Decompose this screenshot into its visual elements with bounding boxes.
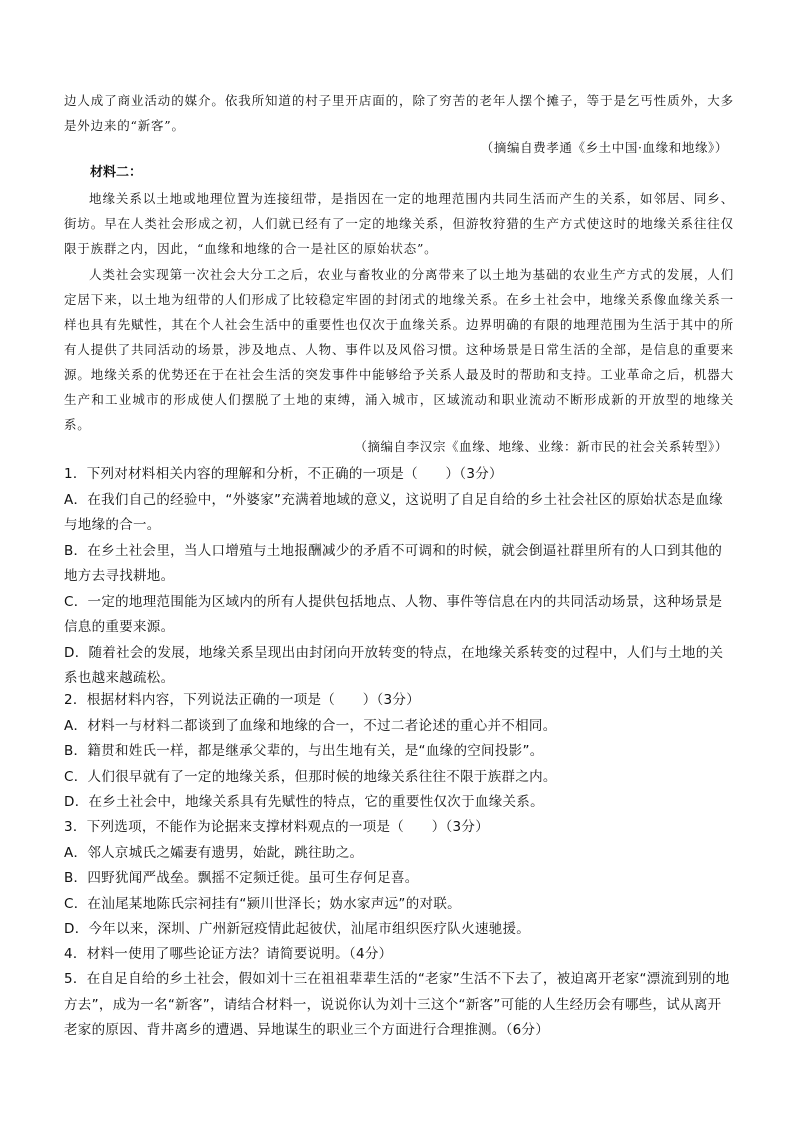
question-4-stem: 4．材料一使用了哪些论证方法？请简要说明。（4分）	[64, 946, 393, 962]
question-3-stem: 3．下列选项，不能作为论据来支撑材料观点的一项是（ ）（3分）	[64, 819, 490, 835]
material2-heading: 材料二：	[90, 165, 143, 180]
material2-source: （摘编自李汉宗《血缘、地缘、业缘：新市民的社会关系转型》）	[354, 439, 728, 454]
question-4	[64, 942, 734, 968]
question-3-option-d: D．今年以来，深圳、广州新冠疫情此起彼伏，汕尾市组织医疗队火速驰援。	[64, 921, 531, 937]
question-5	[64, 967, 734, 1044]
question-2-option-d: D．在乡土社会中，地缘关系具有先赋性的特点，它的重要性仅次于血缘关系。	[64, 794, 544, 810]
question-1-option-d: D．随着社会的发展，地缘关系呈现出由封闭向开放转变的特点，在地缘关系转变的过程中，人们与土地的关系也越来越疏松。	[64, 644, 724, 686]
question-5-stem: 5．在自足自给的乡土社会，假如刘十三在祖祖辈辈生活的“老家”生活不下去了，被迫离开老家“漂流到别的地方去”，成为一名“新客”，请结合材料一，说说你认为刘十三这个“新客”可能的人生经历会有哪些，试从离开老家的原因、背井离乡的遭遇、异地谋生的职业三个方面进行合理推测。（6分）	[64, 971, 730, 1038]
question-3	[64, 815, 734, 943]
question-2	[64, 688, 734, 816]
question-3-option-c: C．在汕尾某地陈氏宗祠挂有“颍川世泽长；妫水家声远”的对联。	[64, 895, 461, 912]
question-2-option-c: C．人们很早就有了一定的地缘关系，但那时候的地缘关系往往不限于族群之内。	[64, 768, 557, 785]
material2-paragraph-1: 地缘关系以土地或地理位置为连接纽带，是指因在一定的地理范围内共同生活而产生的关系，如邻居、同乡、街坊。早在人类社会形成之初，人们就已经有了一定的地缘关系，但游牧狩猎的生产方式使这时的地缘关系往往仅限于族群之内，因此，“血缘和地缘的合一是社区的原始状态”。	[64, 191, 734, 256]
question-1-option-b: B．在乡土社会里，当人口增殖与土地报酬减少的矛盾不可调和的时候，就会倒逼社群里所有的人口到其他的地方去寻找耕地。	[64, 542, 723, 584]
question-1-stem: 1．下列对材料相关内容的理解和分析，不正确的一项是（ ）（3分）	[64, 466, 503, 482]
question-3-option-a: A．邻人京城氏之孀妻有遗男，始龀，跳往助之。	[64, 844, 364, 861]
material2-paragraph-2: 人类社会实现第一次社会大分工之后，农业与畜牧业的分离带来了以土地为基础的农业生产方式的发展，人们定居下来，以土地为纽带的人们形成了比较稳定牢固的封闭式的地缘关系。在乡土社会中，地缘关系像血缘关系一样也具有先赋性，其在个人社会生活中的重要性也仅次于血缘关系。边界明确的有限的地理范围为生活于其中的所有人提供了共同活动的场景，涉及地点、人物、事件以及风俗习惯。这种场景是日常生活的全部，是信息的重要来源。地缘关系的优势还在于在社会生活的突发事件中能够给予关系人最及时的帮助和支持。工业革命之后，机器大生产和工业城市的形成使人们摆脱了土地的束缚，涌入城市，区域流动和职业流动不断形成新的开放型的地缘关系。	[64, 267, 734, 432]
question-2-option-b: B．籍贯和姓氏一样，都是继承父辈的，与出生地有关，是“血缘的空间投影”。	[64, 743, 544, 759]
question-3-option-b: B．四野犹闻严战垒。飘摇不定频迁徙。虽可生存何足喜。	[64, 870, 419, 886]
question-1-option-a: A．在我们自己的经验中，“外婆家”充满着地域的意义，这说明了自足自给的乡土社会社区的原始状态是血缘与地缘的合一。	[64, 491, 723, 533]
material1-tail-paragraph: 边人成了商业活动的媒介。依我所知道的村子里开店面的，除了穷苦的老年人摆个摊子，等于是乞丐性质外，大多是外边来的“新客”。	[64, 93, 734, 133]
question-1	[64, 462, 734, 692]
material1-source: （摘编自费孝通《乡土中国·血缘和地缘》）	[480, 140, 728, 155]
question-1-option-c: C．一定的地理范围能为区域内的所有人提供包括地点、人物、事件等信息在内的共同活动场景，这种场景是信息的重要来源。	[64, 593, 723, 635]
question-2-option-a: A．材料一与材料二都谈到了血缘和地缘的合一，不过二者论述的重心并不相同。	[64, 717, 557, 734]
question-2-stem: 2．根据材料内容，下列说法正确的一项是（ ）（3分）	[64, 692, 421, 708]
